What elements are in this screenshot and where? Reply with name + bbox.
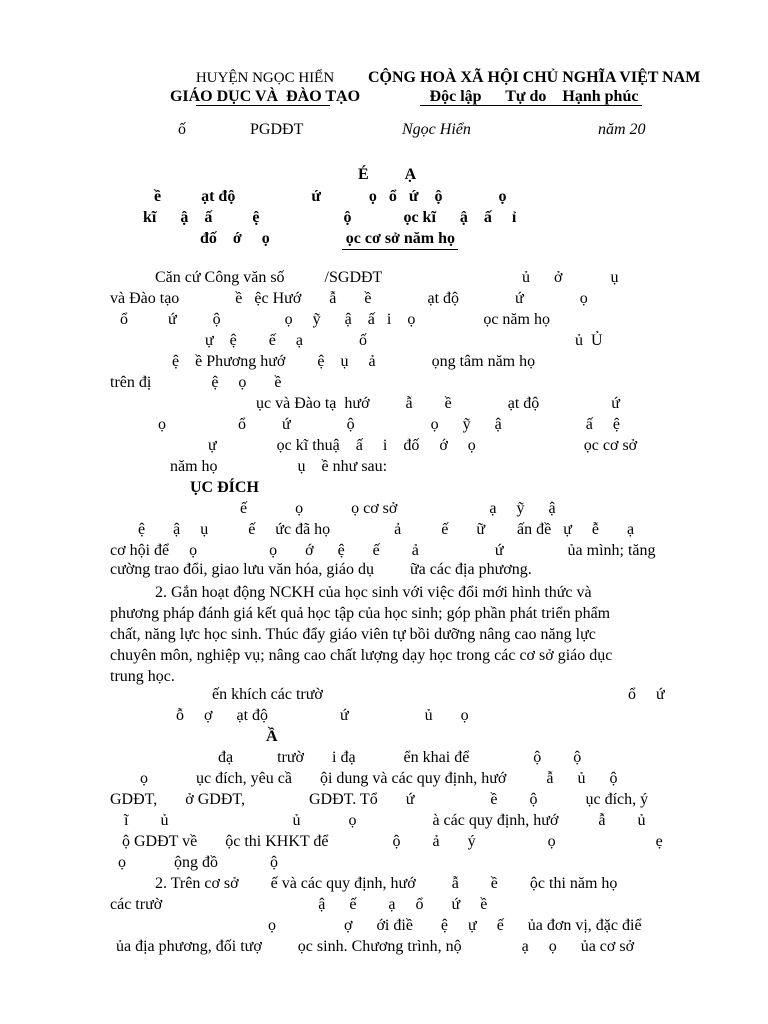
- body-line: ọ ợ ới điề ệ ự ế ủa đơn vị, đặc điể: [268, 917, 642, 934]
- title-line-3: kĩ ậ ấ ệ ộ ọc kĩ ậ ấ ỉ: [143, 209, 517, 226]
- body-line: ọ ổ ứ ộ ọ ỹ ậ ấ ệ: [158, 416, 620, 433]
- body-line: ệ ề Phương hướ ệ ụ ả ọng tâm năm họ: [172, 353, 536, 370]
- body-line: ọ ục đích, yêu cầ ội dung và các quy định, hướ ẫ ủ ộ: [140, 770, 618, 787]
- national-motto: Độc lập Tự do Hạnh phúc: [429, 88, 639, 105]
- body-line: chuyên môn, nghiệp vụ; nâng cao chất lượng dạy học trong các cơ sở giáo dục: [110, 647, 613, 664]
- body-line: các trườ ậ ế ạ ổ ứ ề: [110, 896, 488, 913]
- unit-parent-name: HUYỆN NGỌC HIỂN: [195, 70, 335, 86]
- body-line: phương pháp đánh giá kết quả học tập của học sinh; góp phần phát triển phẩm: [110, 605, 611, 622]
- document-number-code: PGDĐT: [250, 121, 304, 138]
- title-line-4: đố ớ ọ ọc cơ sở năm họ: [200, 230, 456, 247]
- body-line: ế ọ ọ cơ sở ạ ỹ ậ: [240, 500, 556, 517]
- body-line: ộ GDĐT về ộc thi KHKT để ộ ả ý ọ ẹ: [122, 833, 663, 850]
- body-line: Căn cứ Công văn số /SGDĐT ủ ở ụ: [155, 269, 619, 286]
- document-number-label: ố: [178, 121, 186, 138]
- body-line: 2. Gắn hoạt động NCKH của học sinh với việc đổi mới hình thức và: [155, 584, 592, 601]
- body-line: ục và Đào tạ hướ ẫ ề ạt độ ứ: [256, 395, 620, 412]
- body-line: GDĐT, ở GDĐT, GDĐT. Tổ ứ ề ộ ục đích, ý: [110, 791, 649, 808]
- section-heading: ỤC ĐÍCH: [190, 479, 259, 496]
- body-line: ổ ứ: [628, 686, 665, 703]
- body-line: ệ ậ ụ ế ức đã họ ả ế ữ ấn đề ự ễ ạ: [138, 521, 635, 538]
- body-line: cường trao đổi, giao lưu văn hóa, giáo dụ ữa các địa phương.: [110, 561, 532, 578]
- body-line: ự ệ ế ạ ố ủ Ủ: [205, 332, 603, 349]
- body-line: 2. Trên cơ sở ế và các quy định, hướ ẫ ề ộc thi năm họ: [155, 875, 618, 892]
- unit-name-underline: [196, 105, 330, 106]
- national-title: CỘNG HOÀ XÃ HỘI CHỦ NGHĨA VIỆT NAM: [368, 69, 701, 86]
- body-line: đạ trườ i đạ ển khai để ộ ộ: [218, 749, 582, 766]
- unit-name: GIÁO DỤC VÀ ĐÀO TẠO: [169, 88, 361, 105]
- motto-underline: [420, 105, 642, 106]
- body-line: ự ọc kĩ thuậ ấ i đố ớ ọ ọc cơ sở: [208, 437, 638, 454]
- body-line: ĩ ủ ủ ọ à các quy định, hướ ẫ ủ: [124, 812, 646, 829]
- document-type-title: É Ạ: [358, 166, 417, 183]
- body-line: cơ hội để ọ ọ ớ ệ ế ả ứ ủa mình; tăng: [110, 542, 656, 559]
- body-line: chất, năng lực học sinh. Thúc đẩy giáo viên tự bồi dưỡng nâng cao năng lực: [110, 626, 596, 643]
- issue-year: năm 20: [598, 121, 646, 138]
- title-underline: [342, 249, 458, 250]
- body-line: ến khích các trườ: [212, 686, 323, 703]
- body-line: ổ ứ ộ ọ ỹ ậ ấ i ọ ọc năm họ: [120, 311, 550, 328]
- body-line: ủa địa phương, đối tượ ọc sinh. Chương trình, nộ ạ ọ ủa cơ sở: [116, 938, 635, 955]
- body-line: và Đào tạo ề ệc Hướ ẫ ề ạt độ ứ ọ: [110, 290, 588, 307]
- section-heading: Ầ: [266, 728, 278, 745]
- body-line: trên đị ệ ọ ề: [110, 374, 282, 391]
- body-line: ọ ộng đồ ộ: [118, 854, 278, 871]
- body-line: ỗ ợ ạt độ ứ ủ ọ: [176, 707, 469, 724]
- body-line: năm họ ụ ề như sau:: [170, 458, 388, 475]
- title-line-2: ề ạt độ ứ ọ ổ ứ ộ ọ: [154, 188, 507, 205]
- issue-place: Ngọc Hiển: [402, 121, 471, 138]
- body-line: trung học.: [110, 668, 175, 685]
